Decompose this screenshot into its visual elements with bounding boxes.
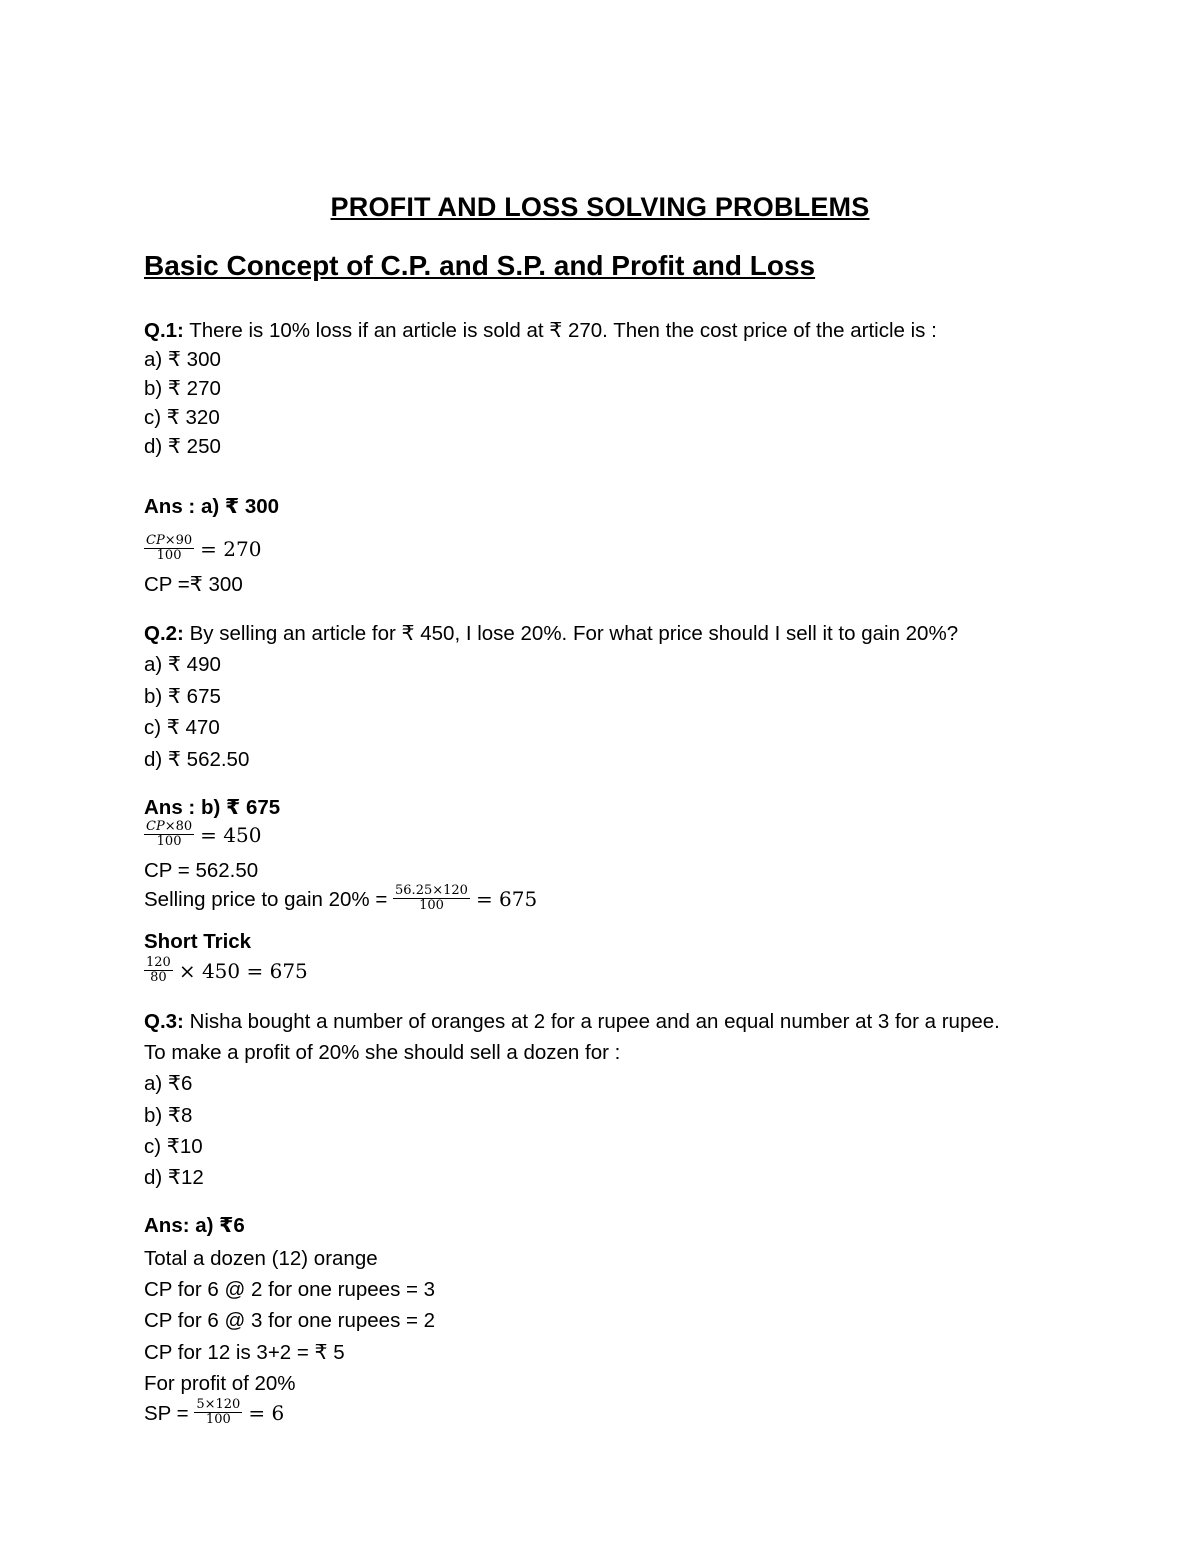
question-3	[144, 1009, 1000, 1035]
q3-sp-equation	[144, 1398, 284, 1427]
q3-sp-frac-num: 5×120	[196, 1397, 241, 1412]
q3-sp-frac-rhs: = 6	[248, 1400, 285, 1425]
q2-frac-den: 100	[156, 834, 182, 849]
short-trick-heading: Short Trick	[144, 930, 252, 953]
q2-solution-cp: CP = 562.50	[144, 859, 259, 882]
q1-option-c: c) ₹ 320	[144, 406, 220, 429]
page-title: PROFIT AND LOSS SOLVING PROBLEMS	[330, 192, 870, 222]
q2-frac-num-rest: ×80	[164, 819, 193, 834]
q3-step: CP for 6 @ 2 for one rupees = 3	[144, 1278, 436, 1301]
q1-solution-cp: CP =₹ 300	[144, 573, 243, 596]
trick-frac-rhs: × 450 = 675	[178, 958, 308, 983]
q2-solution-equation	[144, 820, 261, 849]
q3-sp-frac-den: 100	[205, 1412, 231, 1427]
question-1-text: There is 10% loss if an article is sold at ₹ 270. Then the cost price of the article is :	[183, 319, 937, 342]
q2-sp-frac-rhs: = 675	[475, 886, 538, 911]
q1-option-b: b) ₹ 270	[144, 377, 221, 400]
q1-frac-num-rest: ×90	[164, 533, 193, 548]
q1-option-d: d) ₹ 250	[144, 435, 221, 458]
question-2	[144, 621, 958, 647]
q3-step: CP for 12 is 3+2 = ₹ 5	[144, 1341, 345, 1364]
q2-answer: Ans : b) ₹ 675	[144, 796, 281, 819]
question-3-text: Nisha bought a number of oranges at 2 for a rupee and an equal number at 3 for a rupee.	[183, 1010, 1000, 1033]
q2-sp-frac-den: 100	[419, 898, 444, 913]
q3-option-b: b) ₹8	[144, 1104, 193, 1127]
q1-option-a: a) ₹ 300	[144, 348, 221, 371]
q3-option-a: a) ₹6	[144, 1072, 193, 1095]
question-1	[144, 318, 937, 344]
q1-frac-den: 100	[156, 548, 182, 563]
q1-frac-num-var: CP	[146, 533, 165, 548]
trick-frac-num: 120	[146, 955, 171, 970]
q2-frac-rhs: = 450	[200, 822, 262, 847]
q1-answer: Ans : a) ₹ 300	[144, 495, 280, 518]
question-1-label: Q.1:	[144, 319, 184, 342]
question-3-text-line2: To make a profit of 20% she should sell a dozen for :	[144, 1041, 621, 1064]
q3-step: Total a dozen (12) orange	[144, 1247, 378, 1270]
q2-short-trick-equation	[144, 956, 308, 985]
q1-frac-rhs: = 270	[200, 536, 262, 561]
q2-option-c: c) ₹ 470	[144, 716, 220, 739]
trick-frac-den: 80	[150, 970, 167, 985]
q3-sp-prefix: SP =	[144, 1402, 195, 1425]
q2-sp-frac-num: 56.25×120	[395, 883, 468, 898]
q2-option-a: a) ₹ 490	[144, 653, 221, 676]
q3-step: CP for 6 @ 3 for one rupees = 2	[144, 1309, 436, 1332]
q2-sp-prefix: Selling price to gain 20% =	[144, 888, 394, 911]
q2-frac-num-var: CP	[146, 819, 165, 834]
q3-option-c: c) ₹10	[144, 1135, 203, 1158]
question-2-label: Q.2:	[144, 622, 184, 645]
section-heading: Basic Concept of C.P. and S.P. and Profit and Loss	[144, 250, 816, 281]
q2-option-b: b) ₹ 675	[144, 685, 221, 708]
q3-step: For profit of 20%	[144, 1372, 296, 1395]
q2-solution-selling-price	[144, 884, 537, 913]
q2-option-d: d) ₹ 562.50	[144, 748, 250, 771]
q3-answer: Ans: a) ₹6	[144, 1214, 245, 1237]
question-2-text: By selling an article for ₹ 450, I lose 20%. For what price should I sell it to gain 20%?	[183, 622, 959, 645]
q1-solution-equation	[144, 534, 261, 563]
q3-option-d: d) ₹12	[144, 1166, 204, 1189]
question-3-label: Q.3:	[144, 1010, 184, 1033]
